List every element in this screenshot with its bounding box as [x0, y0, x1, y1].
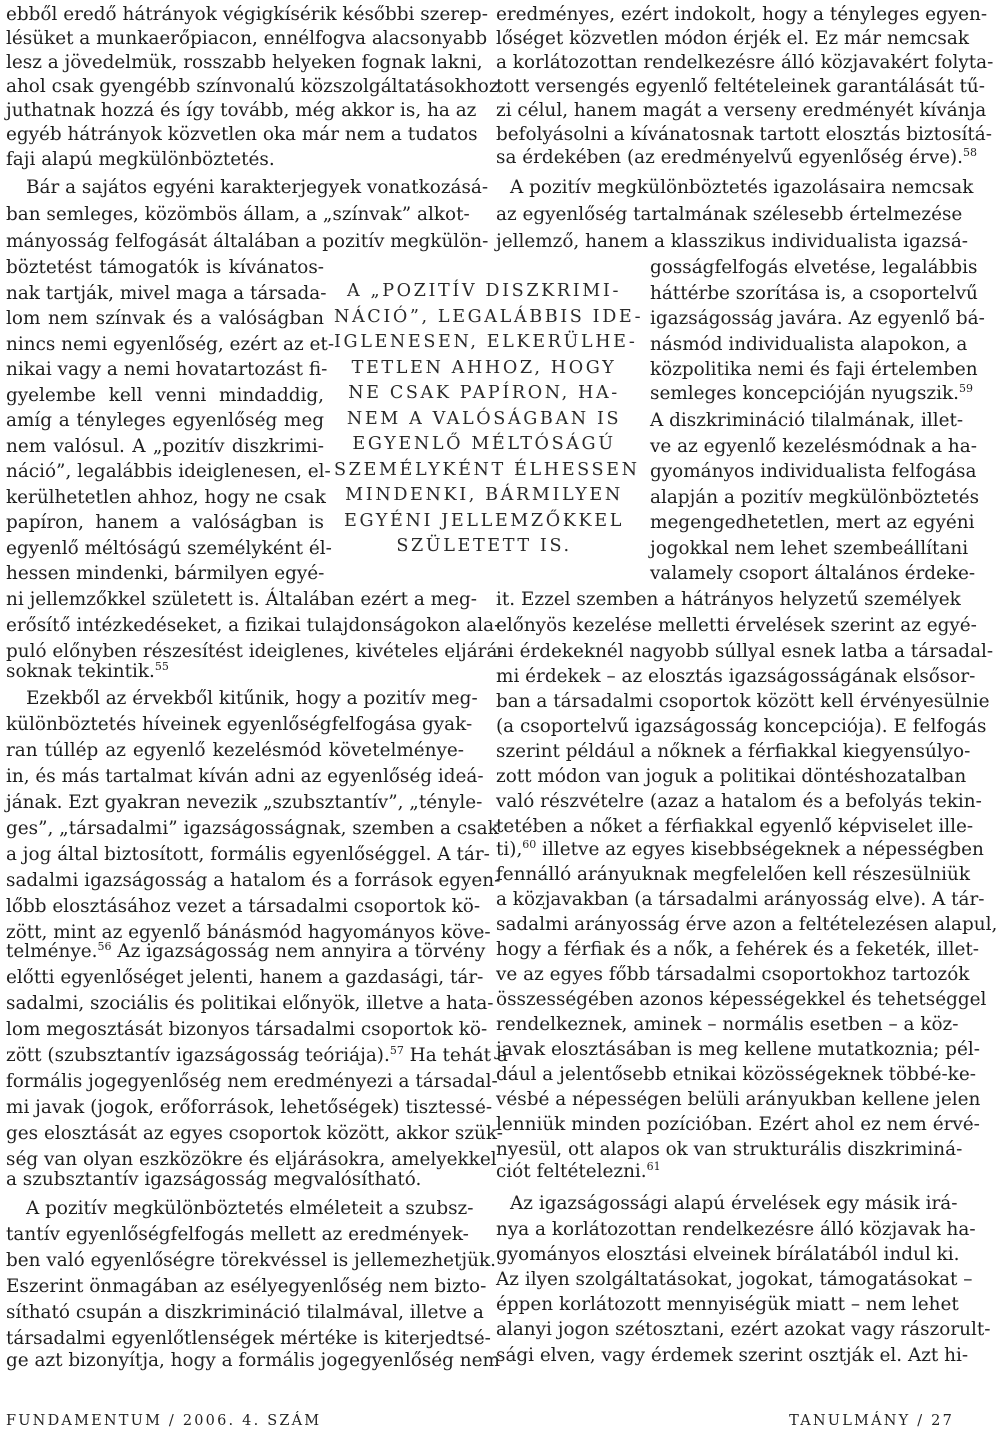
text-line: összességében azonos képességekkel és tehetséggel	[496, 989, 987, 1010]
pull-quote-line: SZÜLETETT IS.	[396, 536, 572, 556]
text-line: megengedhetetlen, mert az egyéni	[650, 512, 975, 533]
text-line: valamely csoport általános érdeke-	[650, 563, 976, 584]
text-line: náció”, legalábbis ideiglenesen, el-	[6, 461, 331, 482]
text-line: a jog által biztosított, formális egyenlőséggel. A tár-	[6, 844, 490, 865]
text-line: nyesül, ott alapos ok van strukturális diszkriminá-	[496, 1139, 963, 1160]
text-line: násmód individualista alapokon, a	[650, 334, 968, 355]
text-line: nya a korlátozottan rendelkezésre álló közjavak ha-	[496, 1219, 976, 1240]
text-line: előtti egyenlőséget jelenti, hanem a gazdasági, tár-	[6, 967, 484, 988]
text-line: szerint például a nőknek a férfiakkal kiegyensúlyo-	[496, 741, 971, 762]
text-line: ve az egyes főbb társadalmi csoportokhoz tartozók	[496, 964, 970, 985]
text-line: befolyásolni a kívánatosnak tartott elosztás biztosítá-	[496, 124, 992, 145]
text-line: Eszerint önmagában az esélyegyenlőség nem bizto-	[6, 1276, 487, 1297]
text-line: lőséget közvetlen módon érjék el. Ez már nemcsak	[496, 28, 969, 49]
text-line: ges elosztását az egyes csoportok között, akkor szük-	[6, 1123, 503, 1144]
footnote-ref[interactable]: 55	[154, 659, 169, 673]
pull-quote-line: NEM A VALÓSÁGBAN IS	[346, 409, 622, 429]
pull-quote-line: SZEMÉLYKÉNT ÉLHESSEN	[334, 460, 640, 480]
text-line: alanyi jogon szétosztani, ezért azokat vagy rászorult-	[496, 1319, 991, 1340]
footnote-ref[interactable]: 59	[958, 381, 973, 395]
text-line: amíg a tényleges egyenlőség meg	[6, 410, 324, 431]
footer-page: TANULMÁNY / 27	[789, 1413, 954, 1429]
text-line: zött (szubsztantív igazságosság teóriája).$^{57}$ Ha tehát a	[6, 1043, 508, 1066]
text-line: ban a társadalmi csoportok között kell érvényesülnie	[496, 691, 990, 712]
text-line: éppen korlátozott mennyiségük miatt – nem lehet	[496, 1294, 959, 1315]
text-line: tantív egyenlőségfelfogás mellett az eredmények-	[6, 1224, 469, 1245]
text-line: ges”, „társadalmi” igazságosságnak, szemben a csak	[6, 818, 499, 839]
text-line: a szubsztantív igazságosság megvalósítható.	[6, 1169, 422, 1190]
text-line: fennálló arányuknak megfelelően kell részesülniük	[496, 864, 971, 885]
text-line: tott versengés egyenlő feltételeinek garantálását tű-	[496, 76, 985, 97]
text-line: vésbé a népességen belüli arányukban kellene jelen	[496, 1089, 981, 1110]
text-line: hogy a férfiak és a nők, a fehérek és a feketék, illet-	[496, 939, 979, 960]
text-line: sági elven, vagy érdemek szerint osztják el. Azt hi-	[496, 1345, 969, 1366]
text-line: ran túllép az egyenlő kezelésmód követelménye-	[6, 740, 464, 761]
text-line: való részvételre (azaz a hatalom és a befolyás tekin-	[496, 791, 982, 812]
footer-journal: FUNDAMENTUM / 2006. 4. SZÁM	[6, 1413, 322, 1429]
text-line: gyományos elosztási elveinek bírálatából indul ki.	[496, 1244, 960, 1265]
text-line: lőbb elosztásához vezet a társadalmi csoportok kö-	[6, 896, 481, 917]
text-line: Az ilyen szolgáltatásokat, jogokat, támogatásokat –	[496, 1269, 973, 1290]
text-line: sadalmi, szociális és politikai előnyök, illetve a hata-	[6, 993, 494, 1014]
text-line: ban semleges, közömbös állam, a „színvak” alkot-	[6, 204, 470, 225]
text-line: ebből eredő hátrányok végigkísérik későbbi szerep-	[6, 4, 488, 25]
text-line: egyenlő méltóságú személyként él-	[6, 538, 332, 559]
text-line: mányosság felfogását általában a pozitív megkülön-	[6, 231, 489, 252]
text-line: jellemző, hanem a klasszikus individualista igazsá-	[496, 231, 969, 252]
pull-quote-line: TETLEN AHHOZ, HOGY	[351, 358, 617, 378]
text-line: faji alapú megkülönböztetés.	[6, 149, 275, 170]
text-line: közpolitika nemi és faji értelemben	[650, 359, 978, 380]
text-line: igazságosság javára. Az egyenlő bá-	[650, 308, 985, 329]
text-line: Ezekből az érvekből kitűnik, hogy a pozitív meg-	[26, 688, 478, 709]
text-line: (a csoportelvű igazságosság koncepciója). E felfogás	[496, 716, 987, 737]
text-line: Az igazságossági alapú érvelések egy másik irá-	[510, 1193, 958, 1214]
text-line: eredményes, ezért indokolt, hogy a tényleges egyen-	[496, 4, 988, 25]
footnote-ref[interactable]: 57	[389, 1043, 404, 1057]
text-line: juthatnak hozzá és így tovább, még akkor is, ha az	[6, 100, 477, 121]
text-line: mi érdekek – az elosztás igazságosságának elsősor-	[496, 666, 976, 687]
text-line: A diszkrimináció tilalmának, illet-	[650, 410, 964, 431]
text-line: ni érdekeknél nagyobb súllyal esnek latba a társadal-	[496, 641, 994, 662]
text-line: böztetést támogatók is kívánatos-	[6, 257, 324, 278]
text-line: a közjavakban (a társadalmi arányosság elve). A tár-	[496, 889, 985, 910]
text-line: sítható csupán a diszkrimináció tilalmával, illetve a	[6, 1302, 484, 1323]
text-line: erősítő intézkedéseket, a fizikai tulajdonságokon ala-	[6, 615, 501, 636]
text-line: in, és más tartalmat kíván adni az egyenlőség ideá-	[6, 766, 484, 787]
text-line: különböztetés híveinek egyenlőségfelfogása gyak-	[6, 714, 473, 735]
pull-quote-line: NE CSAK PAPÍRON, HA-	[348, 383, 620, 403]
text-line: nikai vagy a nemi hovatartozást fi-	[6, 359, 328, 380]
text-line: kerülhetetlen ahhoz, hogy ne csak	[6, 487, 326, 508]
text-line: háttérbe szorítása is, a csoportelvű	[650, 283, 978, 304]
text-line: semleges koncepcióján nyugszik.$^{59}$	[650, 381, 973, 404]
text-line: ben való egyenlőségre törekvéssel is jellemezhetjük.	[6, 1250, 496, 1271]
text-line: lenniük minden pozícióban. Ezért ahol ez nem érvé-	[496, 1114, 980, 1135]
text-line: formális jogegyenlőség nem eredményezi a társadal-	[6, 1071, 498, 1092]
text-line: lom megosztását bizonyos társadalmi csoportok kö-	[6, 1019, 488, 1040]
text-line: nem valósul. A „pozitív diszkrimi-	[6, 436, 324, 457]
text-line: az egyenlőség tartalmának szélesebb értelmezése	[496, 204, 963, 225]
text-line: gyományos individualista felfogása	[650, 461, 977, 482]
text-line: Bár a sajátos egyéni karakterjegyek vonatkozásá-	[26, 177, 489, 198]
text-line: gyelembe kell venni mindaddig,	[6, 385, 324, 406]
text-line: alapján a pozitív megkülönböztetés	[650, 487, 980, 508]
text-line: lésüket a munkaerőpiacon, ennélfogva alacsonyabb	[6, 28, 488, 49]
pull-quote-line: EGYÉNI JELLEMZŐKKEL	[344, 511, 624, 531]
text-line: ve az egyenlő kezelésmódnak a ha-	[650, 436, 977, 457]
text-line: lom nem színvak és a valóságban	[6, 308, 324, 329]
text-line: puló előnyben részesítést ideiglenes, kivételes eljárá-	[6, 641, 504, 662]
text-line: gosságfelfogás elvetése, legalábbis	[650, 257, 978, 278]
text-line: a korlátozottan rendelkezésre álló közjavakért folyta-	[496, 52, 994, 73]
pull-quote-line: A „POZITÍV DISZKRIMI-	[346, 281, 621, 301]
text-line: javak elosztásában is meg kellene mutatkoznia; pél-	[496, 1039, 980, 1060]
text-line: zött, mint az egyenlő bánásmód hagyományos köve-	[6, 922, 491, 943]
text-line: sa érdekében (az eredményelvű egyenlőség érve).$^{58}$	[496, 145, 977, 168]
text-line: telménye.$^{56}$ Az igazságosság nem annyira a törvény	[6, 939, 486, 962]
text-line: it. Ezzel szemben a hátrányos helyzetű személyek	[496, 589, 961, 610]
text-line: dául a jelentősebb etnikai közösségeknek többé-ke-	[496, 1064, 976, 1085]
footnote-ref[interactable]: 56	[97, 939, 112, 953]
text-line: papíron, hanem a valóságban is	[6, 512, 324, 533]
footnote-ref[interactable]: 58	[963, 145, 977, 159]
text-line: jának. Ezt gyakran nevezik „szubsztantív”, „tényle-	[6, 792, 483, 813]
text-line: egyéb hátrányok közvetlen oka már nem a tudatos	[6, 124, 478, 145]
text-line: sadalmi arányosság érve azon a feltételezésen alapul,	[496, 914, 997, 935]
text-line: nincs nemi egyenlőség, ezért az et-	[6, 334, 335, 355]
pull-quote-line: IGLENESEN, ELKERÜLHE-	[334, 332, 638, 352]
text-line: ciót feltételezni.$^{61}$	[496, 1159, 661, 1182]
text-line: zott módon van joguk a politikai döntéshozatalban	[496, 766, 967, 787]
text-line: társadalmi egyenlőtlenségek mértéke is kiterjedtsé-	[6, 1328, 491, 1349]
text-line: tetében a nőket a férfiakkal egyenlő képviselet ille-	[496, 816, 974, 837]
text-line: ti),$^{60}$ illetve az egyes kisebbségeknek a népességben	[496, 837, 984, 860]
footnote-ref[interactable]: 60	[522, 837, 537, 851]
text-line: ség van olyan eszközökre és eljárásokra, amelyekkel	[6, 1149, 497, 1170]
text-line: sadalmi igazságosság a hatalom és a források egyen-	[6, 870, 501, 891]
text-line: ge azt bizonyítja, hogy a formális jogegyenlőség nem	[6, 1350, 500, 1371]
text-line: lesz a jövedelmük, rosszabb helyeken fognak lakni,	[6, 52, 483, 73]
text-line: hessen mindenki, bármilyen egyé-	[6, 563, 325, 584]
pull-quote-line: MINDENKI, BÁRMILYEN	[345, 485, 623, 505]
text-line: mi javak (jogok, erőforrások, lehetőségek) tisztessé-	[6, 1097, 493, 1118]
text-line: ahol csak gyengébb színvonalú közszolgáltatásokhoz	[6, 76, 499, 97]
pull-quote-line: EGYENLŐ MÉLTÓSÁGÚ	[352, 434, 616, 454]
text-line: ni jellemzőkkel született is. Általában ezért a meg-	[6, 589, 477, 610]
text-line: rendelkeznek, aminek – normális esetben – a köz-	[496, 1014, 959, 1035]
text-line: soknak tekintik.$^{55}$	[6, 659, 169, 682]
pull-quote-line: NÁCIÓ”, LEGALÁBBIS IDE-	[334, 307, 644, 327]
text-line: A pozitív megkülönböztetés elméleteit a szubsz-	[26, 1198, 474, 1219]
text-line: jogokkal nem lehet szembeállítani	[650, 538, 969, 559]
footnote-ref[interactable]: 61	[646, 1159, 661, 1173]
text-line: zi célul, hanem magát a verseny eredményét kívánja	[496, 100, 987, 121]
text-line: nak tartják, mivel maga a társada-	[6, 283, 327, 304]
text-line: A pozitív megkülönböztetés igazolásaira nemcsak	[510, 177, 974, 198]
text-line: előnyös kezelése melletti érvelések szerint az egyé-	[496, 615, 977, 636]
